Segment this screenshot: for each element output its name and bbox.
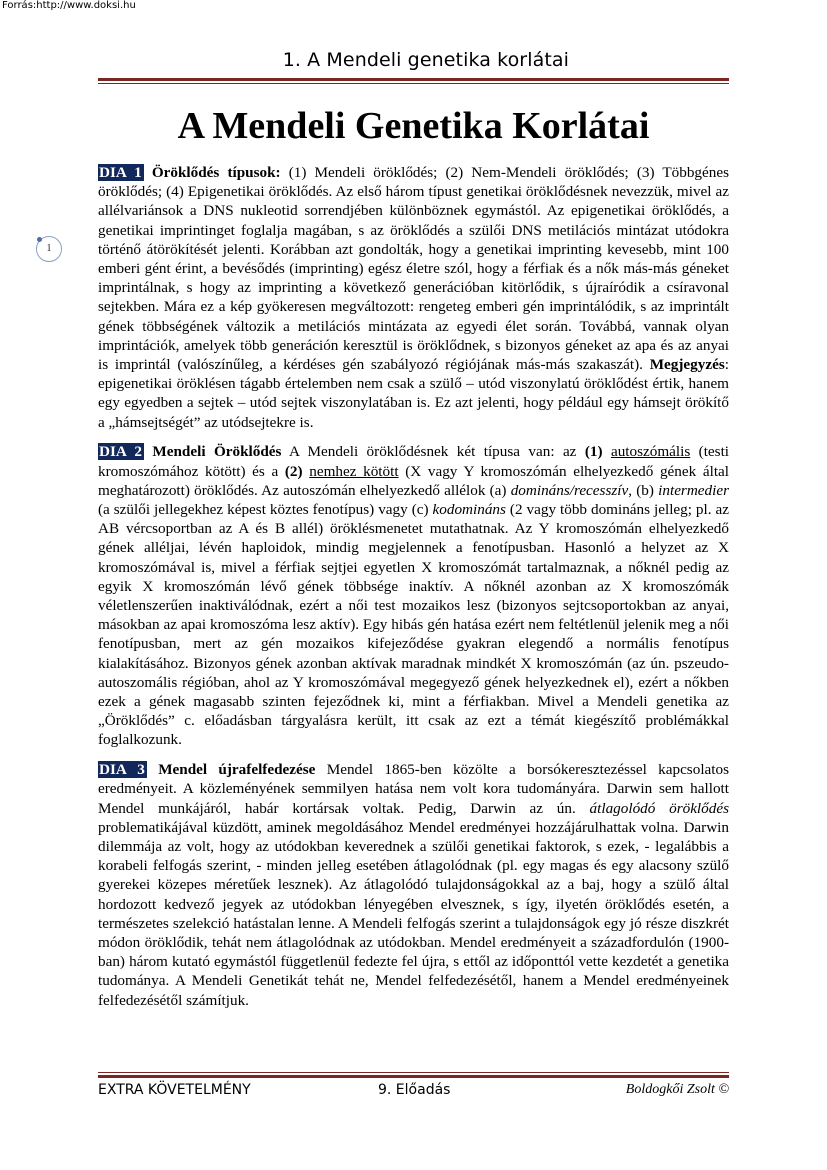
section-dia-2 bbox=[98, 442, 729, 749]
term-italic: intermedier bbox=[658, 481, 730, 499]
section-text: (X vagy Y kromoszómán elhelyezkedő gének által meghatározott) öröklődés. Az autoszómán elhelyezkedő allélok (a) bbox=[98, 462, 730, 499]
header-rule-thin bbox=[98, 83, 729, 84]
dia-badge: DIA 2 bbox=[99, 443, 142, 461]
section-text: (a szülői jellegekhez képest köztes fenotípus) vagy (c) bbox=[98, 500, 433, 518]
section-text: A Mendeli öröklődésnek két típusa van: az bbox=[281, 443, 585, 461]
page-number-badge bbox=[36, 236, 62, 262]
page-title: A Mendeli Genetika Korlátai bbox=[177, 105, 650, 147]
chapter-title: 1. A Mendeli genetika korlátai bbox=[282, 49, 569, 71]
note-label: Megjegyzés bbox=[649, 356, 725, 374]
section-dia-3 bbox=[98, 760, 729, 1010]
term-underlined: nemhez kötött bbox=[309, 462, 399, 480]
section-text: (2 vagy több domináns jelleg; pl. az AB vércsoportban az A és B allél) öröklésmenetet mutathatnak. Az Y kromoszómán elhelyezkedő gének alléljai, lévén haploidok, mindig megjelennek a fenotípusban. Hasonló a helyzet az X kromoszómával is, mivel a férfiak sejtjei egyetlen X kromoszómát tartalmaznak, a nőknél pedig az egyik X kromoszómán lévő gének többsége inaktív. A nőknél azonban az X kromoszómák véletlenszerűen inaktiválódnak, ezért a női test mozaikos lesz (bizonyos sejtcsoportokban az anyai, másokban az apai kromoszóma lesz aktív). Egy hibás gén hatása ezért nem feltétlenül jelenik meg a női fenotípusban, mert az gén mozaikos kifejeződése gyakran elegendő a normális fenotípus kialakításához. Bizonyos gének azonban aktívak maradnak mindkét X kromoszómán (az ún. pszeudo-autoszomális régióban, ahol az Y kromoszómával megegyező gének helyezkednek el), ezért a nőkben ezek a gének magasabb szinten fejeződnek ki, mint a férfiakban. Mivel a Mendeli genetika az „Öröklődés” c. előadásban tárgyalásra került, itt csak az ezt a témát kiegészítő problémákkal foglalkozunk. bbox=[98, 500, 729, 749]
section-heading: Öröklődés típusok: bbox=[151, 164, 281, 181]
list-number: (2) bbox=[284, 462, 303, 480]
term-underlined: autoszómális bbox=[610, 443, 691, 461]
section-text: , (b) bbox=[628, 481, 659, 499]
term-italic: kodomináns bbox=[432, 500, 506, 518]
term-italic: átlagolódó öröklődés bbox=[589, 799, 729, 817]
term-italic: domináns/recesszív bbox=[510, 481, 629, 499]
list-number: (1) bbox=[584, 443, 603, 461]
section-text: problematikájával küzdött, aminek megoldásához Mendel eredményei hozzájárulhattak volna. Darwin dilemmája az volt, hogy az utódokban keverednek a szülői genetikai faktorok, s ezek, - legalábbis a korabeli felfogás szerint, - minden jelleg esetében átlagolódnak (pl. egy magas és egy alacsony szülő gyerekei közepes méretűek lesznek). Az átlagolódó tulajdonságokkal az a baj, hogy a szülő által hordozott kedvező jegyek az utódokban lényegében elvesznek, s így, ilyetén öröklődés esetén, a természetes szelekció hatástalan lenne. A Mendeli felfogás szerint a tulajdonságok egy jó része diszkrét módon öröklődik, tehát nem átlagolódnak az utódokban. Mendel eredményeit a századfordulón (1900-ban) három kutató egymástól függetlenül fedezte fel újra, s ettől az időponttól vette kezdetét a genetika tudománya. A Mendeli Genetikát tehát ne, Mendel felfedezésétől, hanem a Mendel eredményeinek felfedezésétől számítjuk. bbox=[98, 818, 729, 1009]
badge-dot-icon bbox=[37, 237, 42, 242]
section-heading: Mendeli Öröklődés bbox=[152, 443, 282, 461]
header-rule-thick bbox=[98, 78, 729, 81]
section-heading: Mendel újrafelfedezése bbox=[158, 761, 316, 779]
footer-author: Boldogkői Zsolt © bbox=[625, 1082, 729, 1097]
section-dia-1 bbox=[98, 163, 729, 432]
page-number: 1 bbox=[46, 243, 52, 254]
running-header bbox=[98, 49, 729, 71]
footer-rule-thin bbox=[98, 1072, 729, 1073]
source-url: Forrás:http://www.doksi.hu bbox=[2, 0, 136, 11]
footer-center: 9. Előadás bbox=[378, 1082, 451, 1098]
document-body bbox=[98, 163, 729, 1020]
footer-rule-thick bbox=[98, 1075, 729, 1078]
section-text: Mendel 1865-ben közölte a borsókeresztezéssel kapcsolatos eredményeit. A közleményének semmilyen hatása nem volt kora tudományára. Darwin sem hallott Mendel munkájáról, habár kortársak voltak. Pedig, Darwin az ún. bbox=[98, 761, 729, 817]
dia-badge: DIA 1 bbox=[99, 164, 142, 181]
section-text: : epigenetikai öröklésen tágabb értelemben nem csak a szülő – utód viszonylatú öröklődést értik, hanem egy egyedben a sejtek – utód sejtek viszonylatában is. Ez azt jelenti, hogy például egy hámsejt örökítő a „hámsejtségét” az utódsejtekre is. bbox=[98, 356, 729, 431]
dia-badge: DIA 3 bbox=[99, 761, 145, 779]
footer-left: EXTRA KÖVETELMÉNY bbox=[98, 1082, 251, 1098]
section-text: (testi kromoszómához kötött) és a bbox=[98, 443, 730, 480]
section-text: (1) Mendeli öröklődés; (2) Nem-Mendeli öröklődés; (3) Többgénes öröklődés; (4) Epigenetikai öröklődés. Az első három típust genetikai öröklődésnek nevezzük, mivel az allélvariánsok a DNS nukleotid sorrendjében különböznek egymástól. Az epigenetikai öröklődés, a genetikai imprintinget foglalja magában, s az öröklődés a szülői DNS metilációs mintázat utódokra történő átörökítését jelenti. Korábban azt gondolták, hogy a genetikai imprinting kevesebb, mint 100 emberi gént érint, a bevésődés (imprinting) egész életre szól, hogy a férfiak és a nők más-más géneket imprintálnak, s hogy az imprinting a következő generációban kitörlődik, s újraíródik a csíravonal sejtekben. Mára ez a kép gyökeresen megváltozott: rengeteg emberi gén imprintálódik, s az imprintált gének többségének változik a metilációs mintázata az egyedi élet során. Továbbá, vannak olyan imprintációk, amelyek több generáción keresztül is öröklődnek, s bizonyos géneket az apa és az anyai is imprintál (valószínűleg, a kérdéses gén szabályozó régiójának más-más szakaszát). bbox=[98, 164, 730, 374]
